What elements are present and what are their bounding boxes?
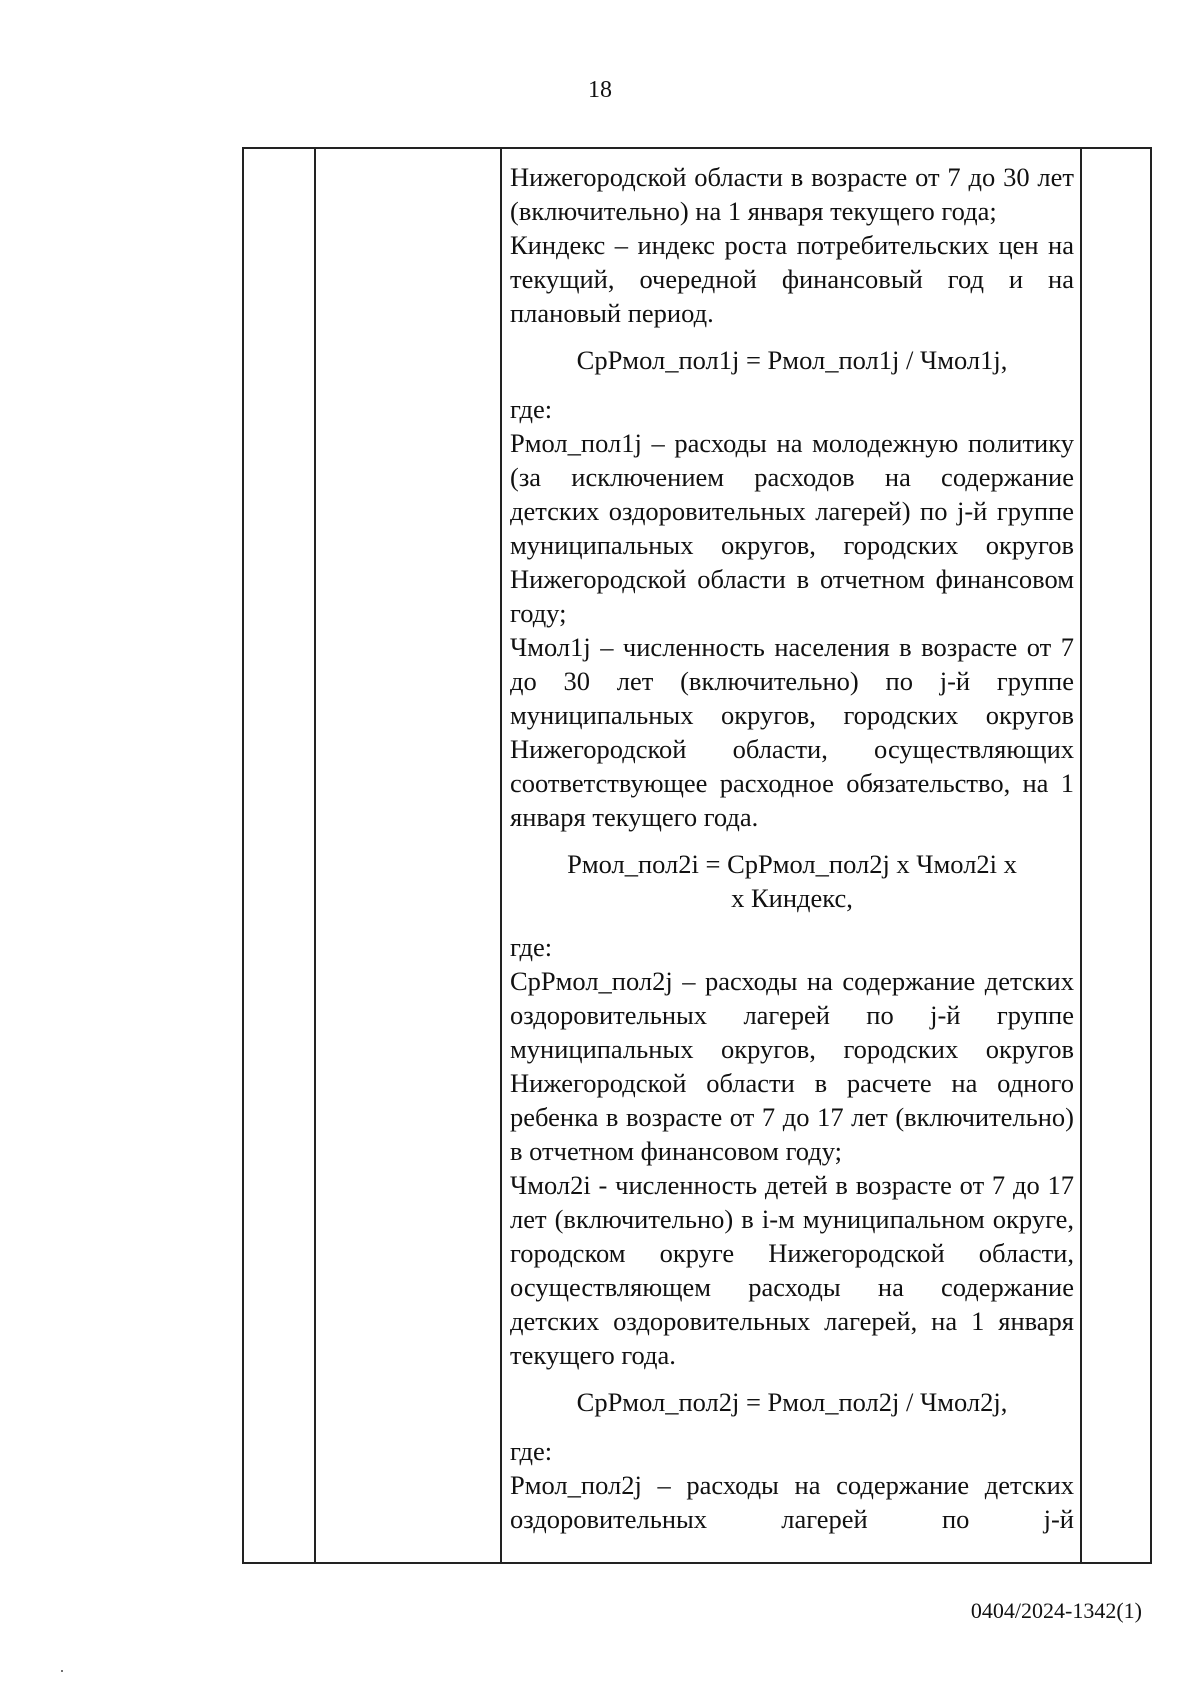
where-label: где: bbox=[510, 394, 553, 424]
paragraph: Рмол_пол2j – расходы на содержание детских оздоровительных лагерей по j-й bbox=[510, 1470, 1074, 1534]
where-label: где: bbox=[510, 1436, 553, 1466]
paragraph: Чмол2i - численность детей в возрасте от 7 до 17 лет (включительно) в i-м муниципальном округе, городском округе Нижегородской области, осуществляющем расходы на содержание детских оздоровительных лагерей, на 1 января текущего года. bbox=[510, 1170, 1074, 1370]
where-label: где: bbox=[510, 932, 553, 962]
paragraph: СрРмол_пол2j – расходы на содержание детских оздоровительных лагерей по j-й группе муниципальных округов, городских округов Нижегородской области в расчете на одного ребенка в возрасте от 7 до 17 лет (включительно) в отчетном финансовом году; bbox=[510, 966, 1074, 1166]
paragraph: Чмол1j – численность населения в возрасте от 7 до 30 лет (включительно) по j-й группе муниципальных округов, городских округов Нижегородской области, осуществляющих соответствующее расходное обязательство, на 1 января текущего года. bbox=[510, 632, 1074, 832]
document-table bbox=[242, 147, 1152, 1564]
formula-block bbox=[510, 847, 1074, 915]
table-cell-description bbox=[510, 160, 1074, 1536]
formula-line: Рмол_пол2i = СрРмол_пол2j x Чмол2i x bbox=[567, 849, 1017, 879]
paragraph: Рмол_пол1j – расходы на молодежную политику (за исключением расходов на содержание детских оздоровительных лагерей) по j-й группе муниципальных округов, городских округов Нижегородской области в отчетном финансовом году; bbox=[510, 428, 1074, 628]
paragraph: Нижегородской области в возрасте от 7 до 30 лет (включительно) на 1 января текущего года; bbox=[510, 162, 1074, 226]
table-column-divider bbox=[500, 149, 502, 1562]
formula: СрРмол_пол1j = Рмол_пол1j / Чмол1j, bbox=[576, 345, 1008, 375]
formula: СрРмол_пол2j = Рмол_пол2j / Чмол2j, bbox=[576, 1387, 1008, 1417]
table-column-divider bbox=[1080, 149, 1082, 1562]
paragraph: Киндекс – индекс роста потребительских цен на текущий, очередной финансовый год и на плановый период. bbox=[510, 230, 1074, 328]
formula-line: x Киндекс, bbox=[731, 883, 853, 913]
scan-artifact-dot bbox=[61, 1670, 63, 1672]
page-number: 18 bbox=[588, 77, 612, 103]
document-id: 0404/2024-1342(1) bbox=[970, 1598, 1142, 1623]
table-column-divider bbox=[314, 149, 316, 1562]
